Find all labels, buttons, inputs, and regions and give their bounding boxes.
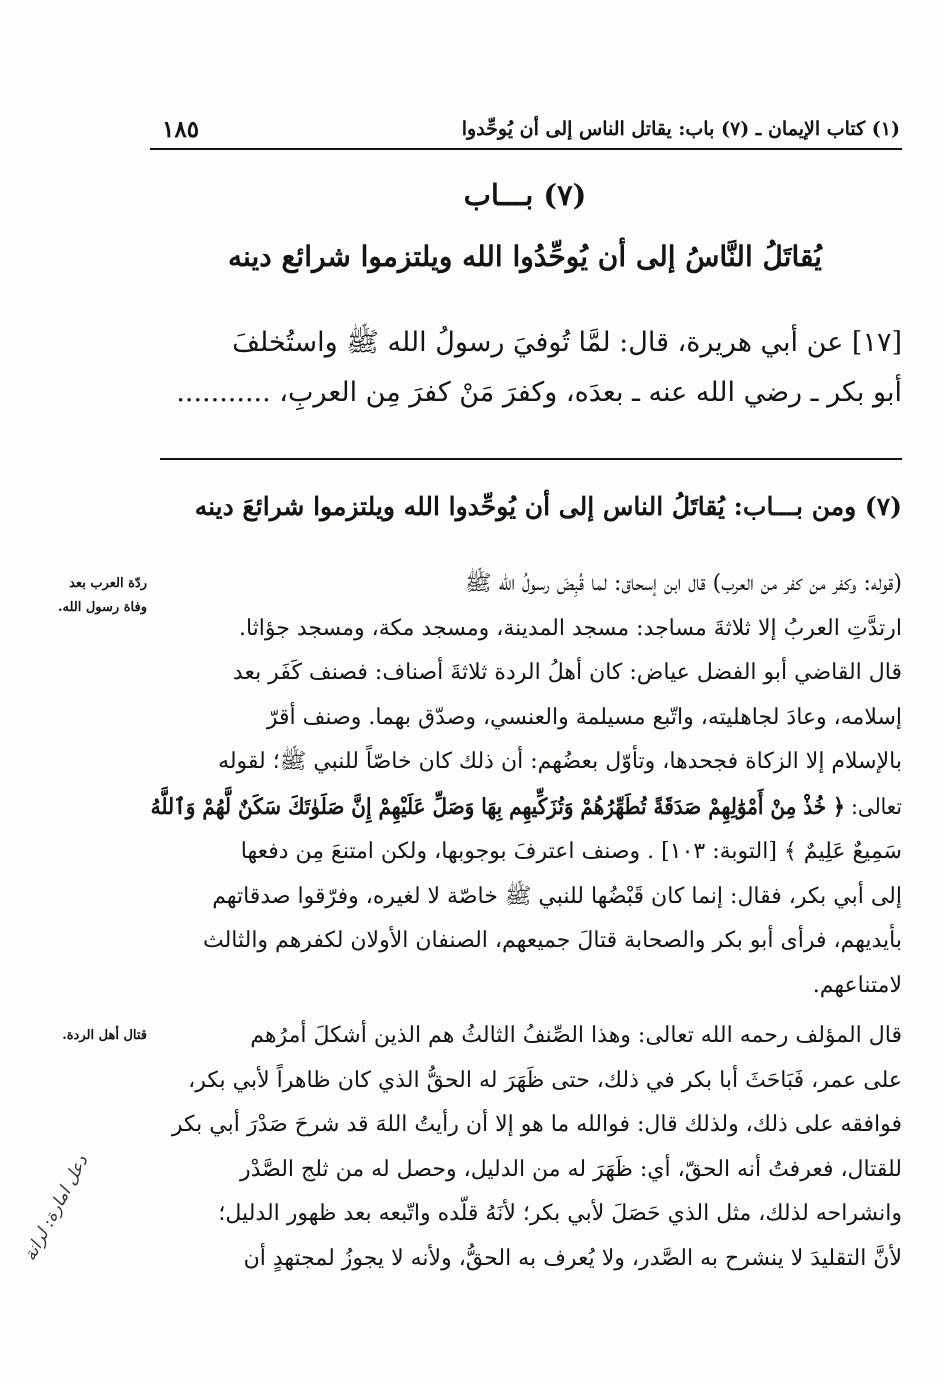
text-line: إلى أبي بكر، فقال: إنما كان قَبْضُها للنبي ﷺ خاصّة لا لغيره، وفرّقوا صدقاتهم xyxy=(212,883,902,909)
margin-note-line: قتال أهل الردة. xyxy=(62,1028,147,1043)
quran-verse-line xyxy=(150,785,902,831)
text-line: لامتناعهم. xyxy=(812,972,902,998)
text-line: قال المؤلف رحمه الله تعالى: وهذا الصِّنفُ الثالثُ هم الذين أشكلَ أمرُهم xyxy=(250,1023,902,1048)
text-line: سَمِيعٌ عَلِيمٌ ﴾ [التوبة: ١٠٣] . وصنف اعترفَ بوجوبها، ولكن امتنعَ مِن دفعها xyxy=(240,839,902,864)
handwritten-annotation xyxy=(20,1152,150,1345)
quran-verse: ﴿ خُذْ مِنْ أَمْوَٰلِهِمْ صَدَقَةً تُطَهِّرُهُمْ وَتُزَكِّيهِم بِهَا وَصَلِّ عَلَيْهِمْ إِنَّ صَلَوٰتَكَ سَكَنٌ لَّهُمْ وَٱللَّهُ xyxy=(150,793,845,820)
text-line: على عمر، فَبَاحَثَ أبا بكر في ذلك، حتى ظَهَرَ له الحقُّ الذي كان ظاهراً لأبي بكر، xyxy=(188,1067,902,1093)
text-line: قال القاضي أبو الفضل عياض: كان أهلُ الردة ثلاثةَ أصناف: فصنف كَفَر بعد xyxy=(232,660,902,685)
running-header xyxy=(150,112,900,148)
margin-note-line: وفاة رسول الله. xyxy=(57,600,147,615)
chapter-title: يُقاتَلُ النَّاسُ إلى أن يُوحِّدُوا الله ويلتزموا شرائع دينه xyxy=(228,240,822,273)
hadith-line: أبو بكر ـ رضي الله عنه ـ بعدَه، وكفرَ مَنْ كفرَ مِن العربِ، ........... xyxy=(176,377,902,408)
page-number: ١٨٥ xyxy=(162,116,200,143)
text-line: بأيديهم، فرأى أبو بكر والصحابة قتالَ جميعهم، الصنفان الأولان لكفرهم والثالث xyxy=(202,928,902,953)
commentary-heading: (٧) ومن بـــاب: يُقاتَلُ الناس إلى أن يُوحِّدوا الله ويلتزموا شرائعَ دينه xyxy=(194,492,902,521)
section-divider xyxy=(160,458,902,460)
commentary-paragraph xyxy=(150,562,902,1008)
header-title: (١) كتاب الإيمان ـ (٧) باب: يقاتل الناس إلى أن يُوحِّدوا xyxy=(461,118,900,140)
margin-note xyxy=(58,572,147,620)
margin-note-line: ردّة العرب بعد xyxy=(69,576,147,591)
text-line: بالإسلام إلا الزكاة فجحدها، وتأوّل بعضُهم: أن ذلك كان خاصّاً للنبي ﷺ؛ لقوله xyxy=(218,749,902,774)
text-line: لأنَّ التقليدَ لا ينشرح به الصَّدر، ولا يُعرف به الحقُّ، ولأنه لا يجوزُ لمجتهدٍ أن xyxy=(243,1245,902,1271)
chapter-label: (٧) بـــاب xyxy=(463,178,587,212)
hadith-line: [١٧] عن أبي هريرة، قال: لمَّا تُوفيَ رسولُ الله ﷺ واستُخلفَ xyxy=(232,327,902,358)
margin-note xyxy=(62,1024,147,1048)
text-line: إسلامه، وعادَ لجاهليته، واتّبع مسيلمة والعنسي، وصدّق بهما. وصنف أقرّ xyxy=(266,704,902,730)
text-line: فوافقه على ذلك، ولذلك قال: فوالله ما هو إلا أن رأيتُ اللهَ قد شرحَ صَدْرَ أبي بكر xyxy=(171,1112,902,1137)
header-divider xyxy=(150,148,902,150)
text-line: ارتدَّتِ العربُ إلا ثلاثةَ مساجد: مسجد المدينة، ومسجد مكة، ومسجد جؤاثا. xyxy=(238,615,902,641)
text-line: للقتال، فعرفتُ أنه الحقّ، أي: ظَهَرَ له من الدليل، وحصل له من ثلج الصَّدْر xyxy=(239,1156,902,1182)
hadith-text xyxy=(150,318,902,418)
verse-intro: تعالى: xyxy=(851,794,902,820)
handwritten-text: دعل امارة: لرانة xyxy=(20,1152,93,1265)
commentary-paragraph xyxy=(150,1014,902,1281)
text-line: (قوله: وكفر من كفر من العرب) قال ابن إسحاق: لما قُبِضَ رسولُ الله ﷺ xyxy=(465,571,902,596)
text-line: وانشراحه لذلك، مثل الذي حَصَلَ لأبي بكر؛ لأنَهُ قلّده واتّبعه بعد ظهور الدليل؛ xyxy=(218,1201,902,1226)
